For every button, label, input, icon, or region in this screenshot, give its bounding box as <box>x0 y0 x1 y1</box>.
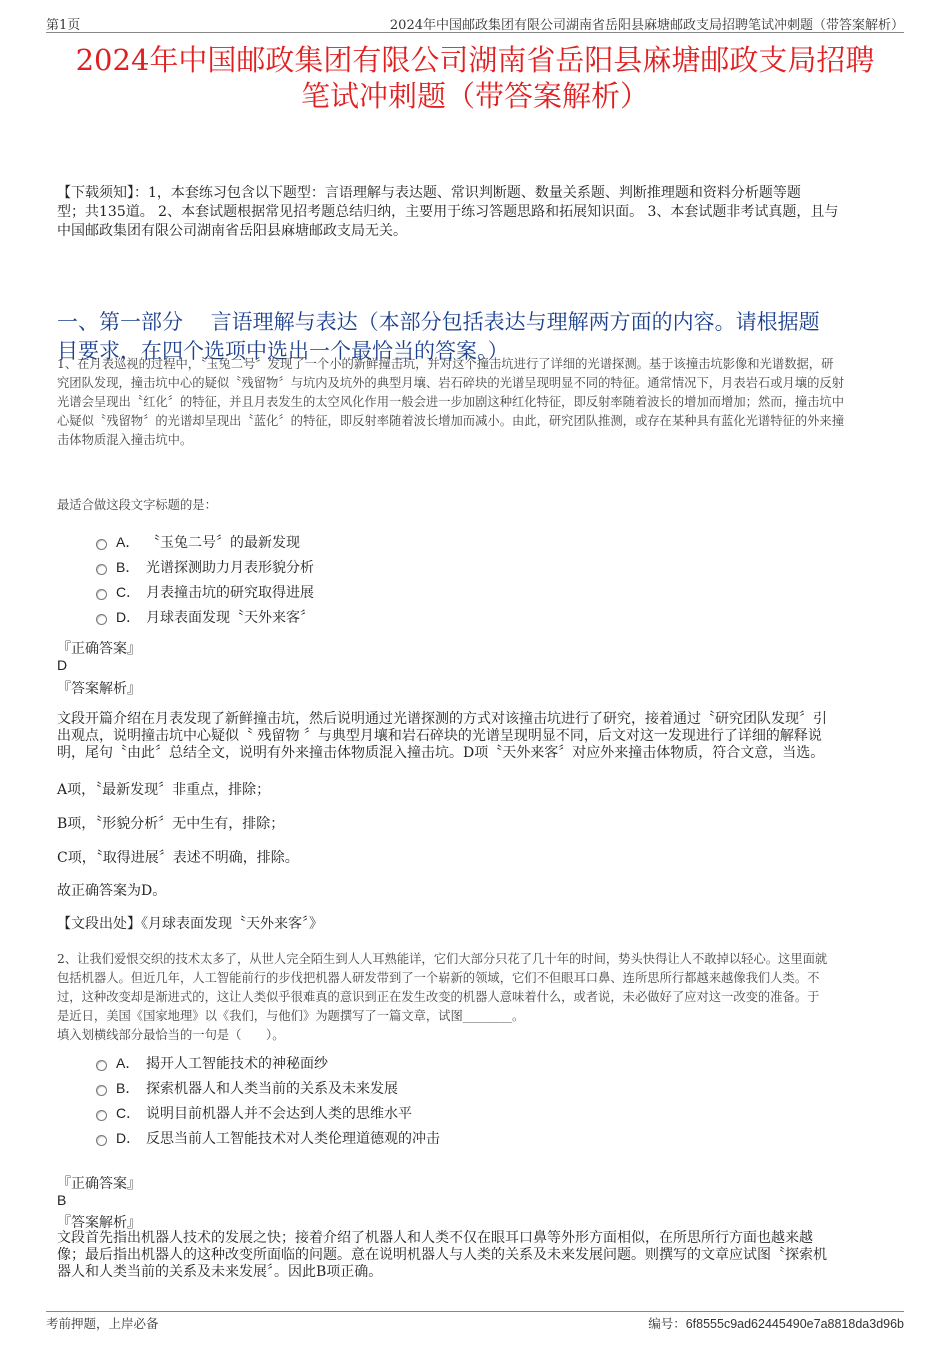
option-text: 探索机器人和人类当前的关系及未来发展 <box>146 1080 398 1097</box>
footer-slogan: 考前押题，上岸必备 <box>46 1316 159 1331</box>
option-text: 月球表面发现〝天外来客〞 <box>146 609 314 626</box>
title-line-2: 笔试冲刺题（带答案解析） <box>300 79 649 113</box>
analysis-line: 明，尾句〝由此〞总结全文，说明有外来撞击体物质混入撞击坑。D项〝天外来客〞对应外来撞击体物质，符合文意，当选。 <box>57 745 825 761</box>
correct-answer-value: D <box>57 657 68 673</box>
radio-icon[interactable] <box>96 539 107 550</box>
option-text: 月表撞击坑的研究取得进展 <box>146 584 314 601</box>
q2-line: 2、让我们爱恨交织的技术太多了，从世人完全陌生到人人耳熟能详，它们大部分只花了几十年的时间，势头快得让人不敢掉以轻心。这里面就 <box>57 952 828 966</box>
notice-line-2: 型；共135道。 2、本套试题根据常见招考题总结归纳，主要用于练习答题思路和拓展知识面。 3、本套试题非考试真题，且与 <box>57 204 839 220</box>
download-notice <box>57 184 898 241</box>
q1-line: 1、在月表巡视的过程中，〝玉兔二号〞发现了一个小的新鲜撞击坑，并对这个撞击坑进行了详细的光谱探测。基于该撞击坑影像和光谱数据，研 <box>57 357 834 371</box>
q2-line: 包括机器人。但近几年，人工智能前行的步伐把机器人研发带到了一个崭新的领域，它们不但眼耳口鼻、连所思所行都越来越像我们人类。不 <box>57 971 820 985</box>
radio-icon[interactable] <box>96 1060 107 1071</box>
q1-line: 光谱会呈现出〝红化〞的特征，并且月表发生的太空风化作用一般会进一步加剧这种红化特征，即反射率随着波长的增加而增加；然而，撞击坑中 <box>57 395 845 409</box>
correct-answer-label: 『正确答案』 <box>57 641 141 657</box>
option-letter: A． <box>116 533 140 550</box>
option-text: 反思当前人工智能技术对人类伦理道德观的冲击 <box>146 1130 440 1147</box>
analysis-point-c: C项，〝取得进展〞表述不明确，排除。 <box>57 850 299 866</box>
q2-line: 填入划横线部分最恰当的一句是（ ）。 <box>57 1028 285 1042</box>
page-title <box>40 42 910 114</box>
notice-line-1: 【下载须知】：1，本套练习包含以下题型：言语理解与表达题、常识判断题、数量关系题、判断推理题和资料分析题等题 <box>57 185 801 201</box>
option-d[interactable] <box>96 604 314 629</box>
running-title: 2024年中国邮政集团有限公司湖南省岳阳县麻塘邮政支局招聘笔试冲刺题（带答案解析） <box>389 18 904 33</box>
option-c[interactable] <box>96 579 314 604</box>
option-text: 〝玉兔二号〞的最新发现 <box>146 534 300 551</box>
correct-answer-label: 『正确答案』 <box>57 1176 141 1192</box>
option-letter: C． <box>116 1104 141 1121</box>
radio-icon[interactable] <box>96 589 107 600</box>
analysis-line: 像；最后指出机器人的这种改变所面临的问题。意在说明机器人与人类的关系及未来发展问题。则撰写的文章应试图〝探索机 <box>57 1247 827 1263</box>
title-line-1: 2024年中国邮政集团有限公司湖南省岳阳县麻塘邮政支局招聘 <box>75 43 875 77</box>
option-d[interactable] <box>96 1125 440 1150</box>
question-1-text <box>57 355 896 450</box>
correct-answer-value: B <box>57 1192 67 1208</box>
q1-line: 击体物质混入撞击坑中。 <box>57 433 193 447</box>
radio-icon[interactable] <box>96 614 107 625</box>
analysis-line: 文段开篇介绍在月表发现了新鲜撞击坑，然后说明通过光谱探测的方式对该撞击坑进行了研究，接着通过〝研究团队发现〞引 <box>57 711 827 727</box>
option-text: 揭开人工智能技术的神秘面纱 <box>146 1055 328 1072</box>
question-2-options <box>96 1050 440 1150</box>
option-text: 说明目前机器人并不会达到人类的思维水平 <box>146 1105 412 1122</box>
question-2-text <box>57 950 896 1045</box>
header-divider <box>46 32 904 33</box>
question-1-options <box>96 529 314 629</box>
analysis-line: 出观点，说明撞击坑中心疑似〝 残留物 〞与典型月壤和岩石碎块的光谱呈现明显不同，后文对这一发现进行了详细的解释说 <box>57 728 822 744</box>
q1-line: 心疑似〝残留物〞的光谱却呈现出〝蓝化〞的特征，即反射率随着波长增加而减小。由此，研究团队推测，或存在某种具有蓝化光谱特征的外来撞 <box>57 414 845 428</box>
option-text: 光谱探测助力月表形貌分析 <box>146 559 314 576</box>
option-letter: A． <box>116 1054 140 1071</box>
analysis-point-b: B项，〝形貌分析〞无中生有，排除； <box>57 816 285 832</box>
q1-line: 究团队发现，撞击坑中心的疑似〝残留物〞与坑内及坑外的典型月壤、岩石碎块的光谱呈现明显不同的特征。通常情况下，月表岩石或月壤的反射 <box>57 376 845 390</box>
option-letter: B． <box>116 1079 140 1096</box>
option-a[interactable] <box>96 1050 440 1075</box>
analysis-point-a: A项，〝最新发现〞非重点，排除； <box>57 782 271 798</box>
analysis-conclusion: 故正确答案为D。 <box>57 883 167 899</box>
question-1-analysis <box>57 711 890 762</box>
option-a[interactable] <box>96 529 314 554</box>
option-letter: B． <box>116 558 140 575</box>
option-b[interactable] <box>96 1075 440 1100</box>
radio-icon[interactable] <box>96 1135 107 1146</box>
option-c[interactable] <box>96 1100 440 1125</box>
section-line-2: 目要求，在四个选项中选出一个最恰当的答案。） <box>57 339 509 363</box>
q2-line: 是近日，美国《国家地理》以《我们，与他们》为题撰写了一篇文章，试图________。 <box>57 1009 525 1023</box>
radio-icon[interactable] <box>96 564 107 575</box>
analysis-label: 『答案解析』 <box>57 681 141 697</box>
q2-line: 过，这种改变却是渐进式的，这让人类似乎很难真的意识到正在发生改变的机器人意味着什么，或者说，未必做好了应对这一改变的准备。于 <box>57 990 820 1004</box>
option-letter: C． <box>116 583 141 600</box>
option-letter: D． <box>116 608 141 625</box>
footer-divider <box>46 1311 904 1312</box>
passage-source: 【文段出处】《月球表面发现〝天外来客〞》 <box>57 916 323 932</box>
option-letter: D． <box>116 1129 141 1146</box>
page-number: 第1页 <box>46 18 81 33</box>
question-2-analysis <box>57 1230 890 1281</box>
radio-icon[interactable] <box>96 1085 107 1096</box>
analysis-label: 『答案解析』 <box>57 1215 141 1231</box>
question-1-prompt: 最适合做这段文字标题的是： <box>57 498 217 512</box>
section-line-1: 一、第一部分 言语理解与表达（本部分包括表达与理解两方面的内容。请根据题 <box>57 310 820 334</box>
analysis-line: 器人和人类当前的关系及未来发展〞。因此B项正确。 <box>57 1264 383 1280</box>
analysis-line: 文段首先指出机器人技术的发展之快；接着介绍了机器人和人类不仅在眼耳口鼻等外形方面相似，在所思所行方面也越来越 <box>57 1230 813 1246</box>
notice-line-3: 中国邮政集团有限公司湖南省岳阳县麻塘邮政支局无关。 <box>57 223 407 239</box>
document-id: 编号：6f8555c9ad62445490e7a8818da3d96b <box>648 1317 904 1331</box>
option-b[interactable] <box>96 554 314 579</box>
radio-icon[interactable] <box>96 1110 107 1121</box>
